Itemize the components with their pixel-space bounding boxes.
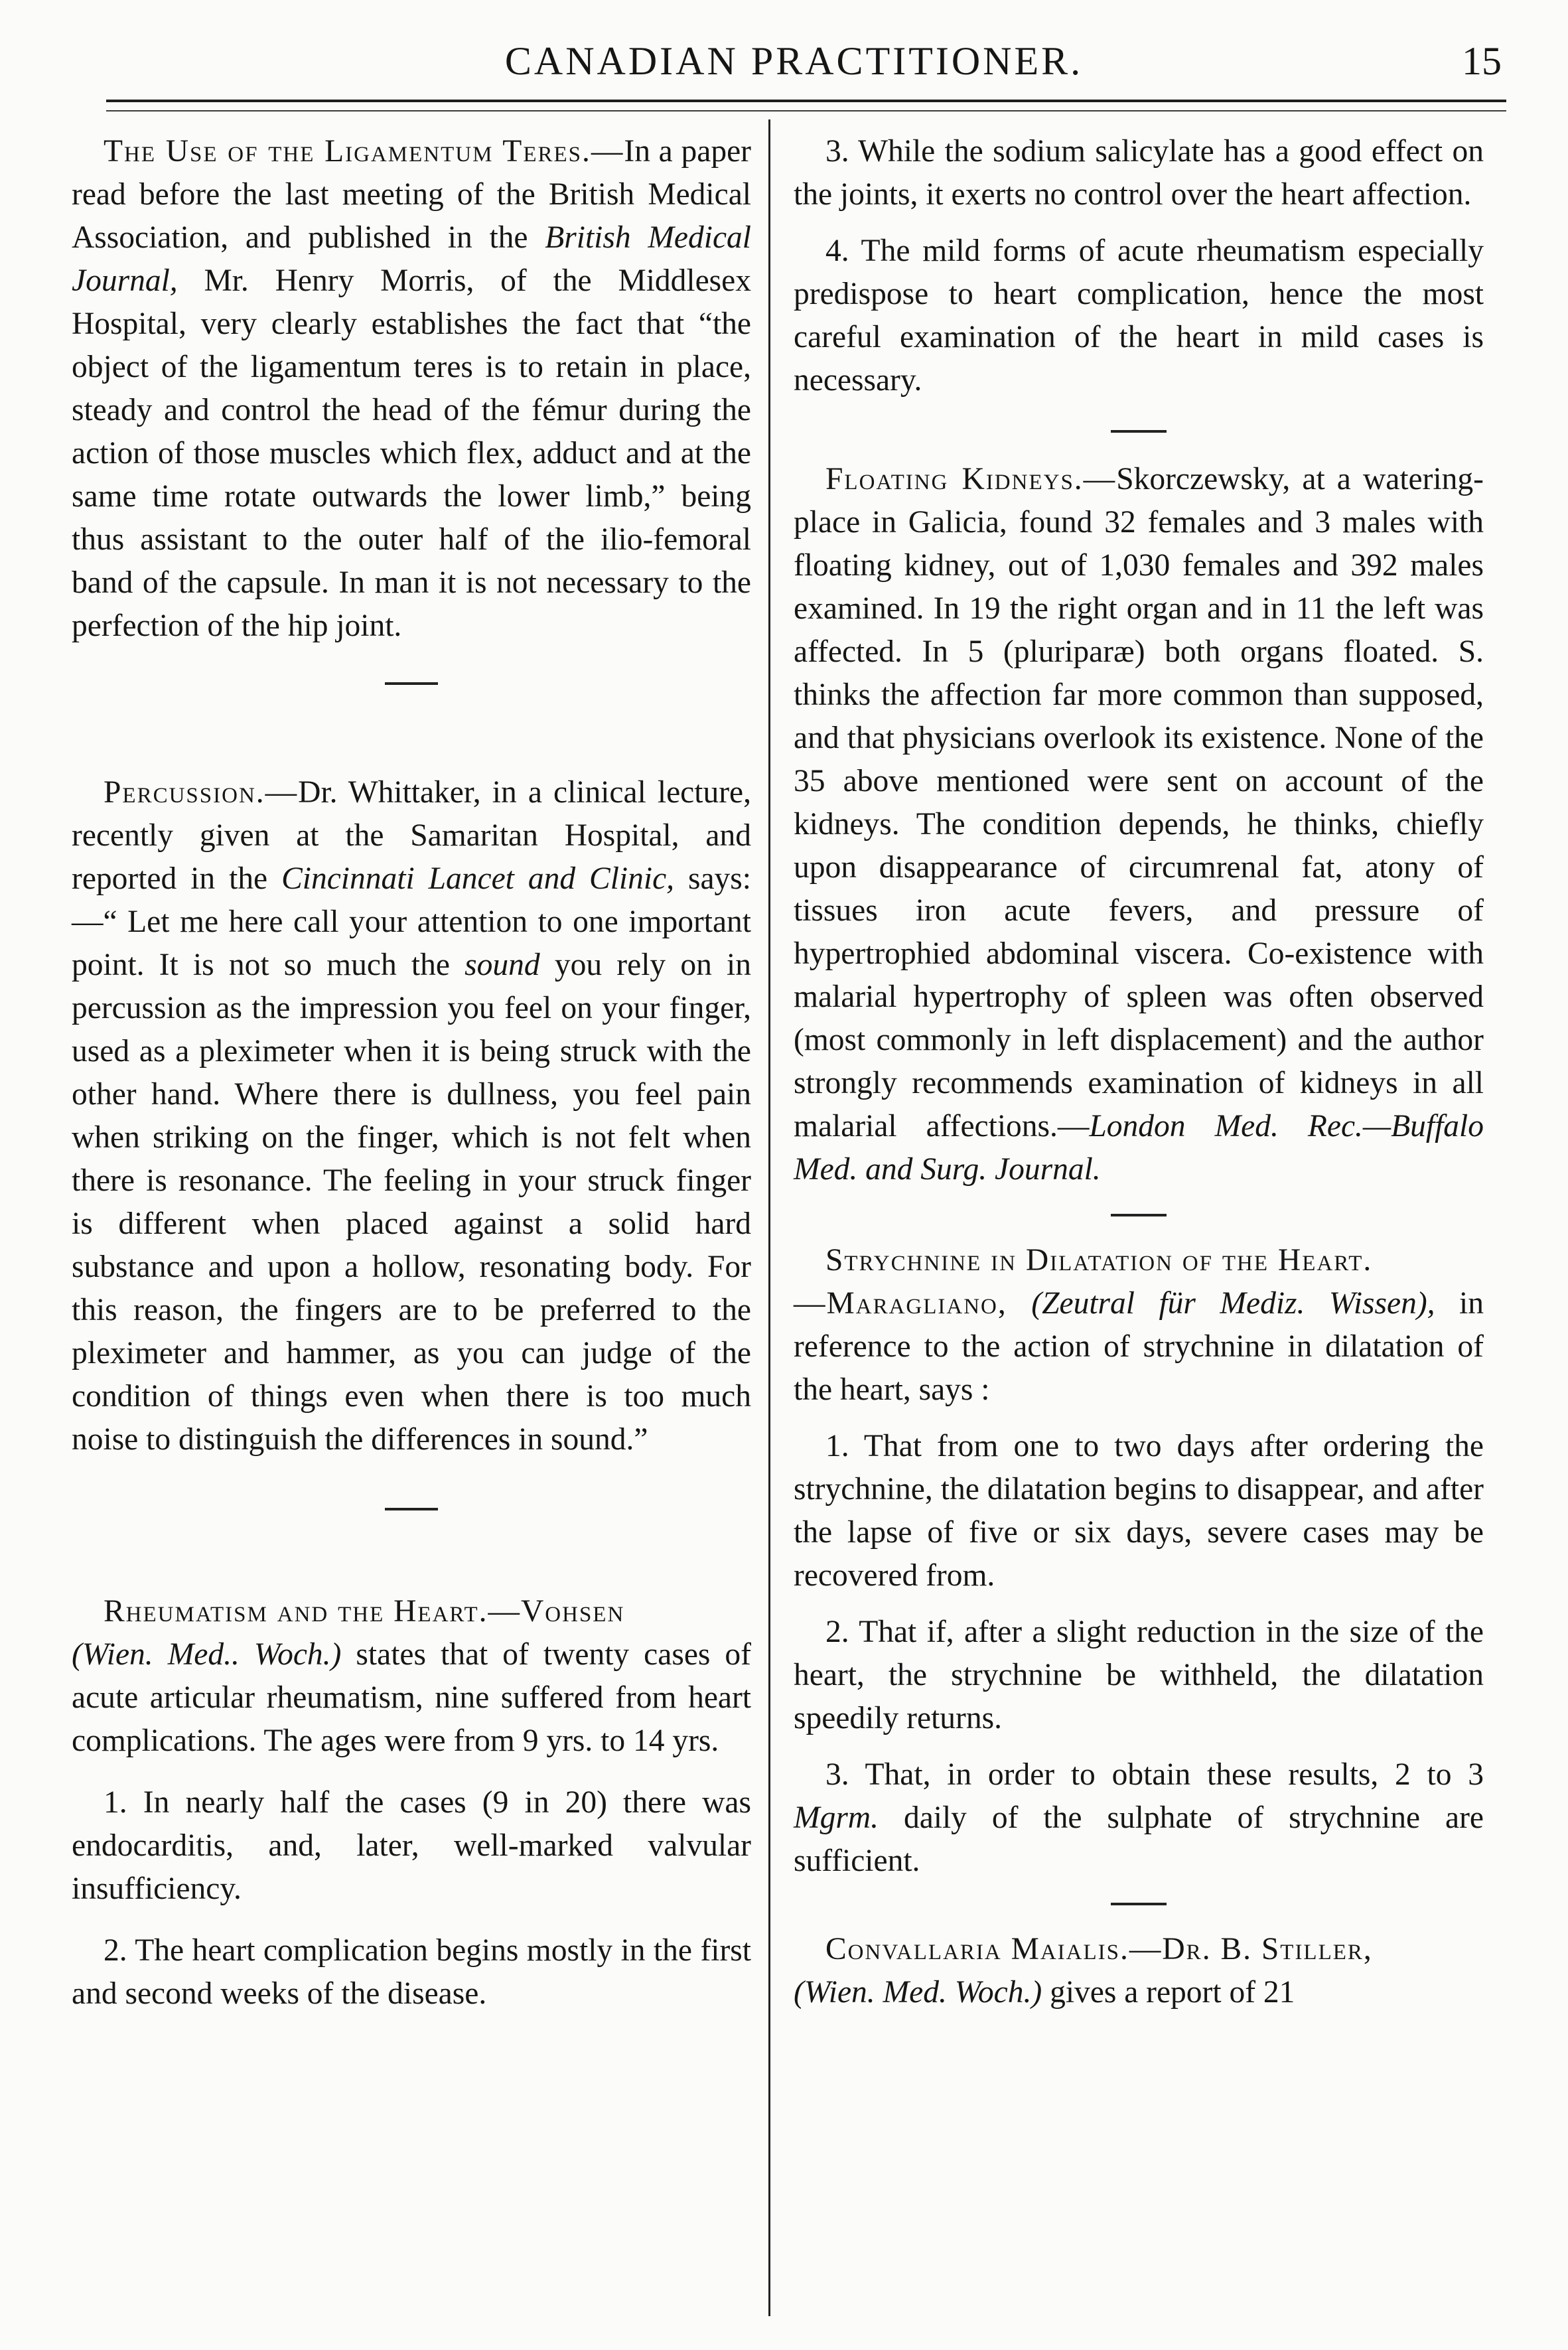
rheumatism-point-3: 3. While the sodium salicylate has a good effect on the joints, it exerts no control over the heart affection. — [794, 134, 1484, 212]
article-body: Dr. Whittaker, in a clinical lecture, recently given at the Samaritan Hospital, and reported in the — [72, 775, 751, 896]
unit-abbreviation: Mgrm. — [794, 1800, 879, 1835]
article-rheumatism — [72, 1590, 751, 1763]
article-convallaria — [794, 1928, 1484, 2014]
article-body: In a paper read before the last meeting of the British Medical Association, and published in the — [72, 134, 751, 255]
article-heading: The Use of the Ligamentum Teres.— — [104, 134, 624, 169]
article-body: daily of the sulphate of strychnine are sufficient. — [794, 1800, 1484, 1878]
article-body: gives a report of 21 — [1042, 1975, 1295, 2010]
rheumatism-point-2: 2. The heart complication begins mostly in the first and second weeks of the disease. — [72, 1933, 751, 2011]
page-number: 15 — [1462, 39, 1502, 83]
article-heading: Percussion.— — [104, 775, 299, 810]
section-separator — [1111, 1214, 1167, 1216]
left-column — [72, 130, 751, 2016]
header-rule-thin — [106, 110, 1506, 111]
article-body: says:—“ Let me here call your attention to one important point. It is not so much the — [72, 861, 751, 982]
running-title: CANADIAN PRACTITIONER. — [504, 39, 1084, 83]
section-separator — [1111, 1903, 1167, 1905]
journal-source: (Wien. Med.. Woch.) — [72, 1637, 342, 1672]
section-separator — [1111, 430, 1167, 433]
section-separator — [385, 682, 438, 685]
strychnine-point-2: 2. That if, after a slight reduction in the size of the heart, the strychnine be withheld, the dilatation speedily returns. — [794, 1615, 1484, 1735]
article-body: 3. That, in order to obtain these results, 2 to 3 — [825, 1757, 1484, 1792]
article-heading: Rheumatism and the Heart.—Vohsen — [104, 1594, 625, 1629]
emphasis-word: sound — [464, 948, 540, 982]
article-body: Skorczewsky, at a watering-place in Galicia, found 32 females and 3 males with floating kidney, out of 1,030 females and 392 males examined. In 19 the right organ and in 11 the left was affected. In 5 (pluriparæ) both organs floated. S. thinks the affection far more common than supposed, and that physicians overlook its existence. None of the 35 above mentioned were sent on account of the kidneys. The condition depends, he thinks, chiefly upon disappearance of circumrenal fat, atony of tissues iron acute fevers, and pressure of hypertrophied abdominal viscera. Co-existence with malarial hypertrophy of spleen was often observed (most commonly in left displacement) and the author strongly recommends examination of kidneys in all malarial affections.— — [794, 462, 1484, 1143]
rheumatism-point-4: 4. The mild forms of acute rheumatism especially predispose to heart complication, hence the most careful examination of the heart in mild cases is necessary. — [794, 234, 1484, 398]
article-heading: Convallaria Maialis.— — [825, 1932, 1163, 1966]
article-body: you rely on in percussion as the impression you feel on your finger, used as a pleximeter when it is being struck with the other hand. Where there is dullness, you feel pain when striking on the finger, which is not felt when there is resonance. The feeling in your struck finger is different when placed against a solid hard substance and upon a hollow, resonating body. For this reason, the fingers are to be preferred to the pleximeter and hammer, as you can judge of the condition of things even when there is too much noise to distinguish the differences in sound.” — [72, 948, 751, 1457]
article-author: Dr. B. Stiller, — [1162, 1932, 1373, 1966]
running-head — [60, 38, 1528, 92]
article-floating-kidneys — [794, 458, 1484, 1191]
article-heading: Strychnine in Dilatation of the Heart. — [825, 1243, 1373, 1278]
journal-source: (Wien. Med. Woch.) — [794, 1975, 1042, 2010]
article-body: Mr. Henry Morris, of the Middlesex Hospital, very clearly establishes the fact that “the object of the ligamentum teres is to retain in place, steady and control the head of the fémur during the action of those muscles which flex, adduct and at the same time rotate outwards the lower limb,” being thus assistant to the outer half of the ilio-femoral band of the capsule. In man it is not necessary to the perfection of the hip joint. — [72, 263, 751, 643]
journal-source: London Med. Rec.—Buffalo Med. and Surg. Journal. — [794, 1109, 1484, 1187]
journal-title: Cincinnati Lancet and Clinic, — [281, 861, 675, 896]
rheumatism-point-1: 1. In nearly half the cases (9 in 20) there was endocarditis, and, later, well-marked valvular insufficiency. — [72, 1785, 751, 1906]
strychnine-point-3 — [794, 1753, 1484, 1883]
article-ligamentum-teres — [72, 130, 751, 648]
right-column — [794, 130, 1484, 2014]
section-separator — [385, 1508, 438, 1510]
journal-title: British Medical Journal, — [72, 220, 751, 298]
article-author: —Maragliano, — [794, 1286, 1007, 1321]
article-heading: Floating Kidneys.— — [825, 462, 1117, 496]
journal-source: (Zeutral für Mediz. Wissen), — [1031, 1286, 1435, 1321]
article-body: in reference to the action of strychnine in dilatation of the heart, says : — [794, 1286, 1484, 1407]
column-divider — [768, 119, 770, 2316]
article-strychnine — [794, 1239, 1484, 1412]
header-rule — [106, 100, 1506, 102]
article-body: states that of twenty cases of acute articular rheumatism, nine suffered from heart complications. The ages were from 9 yrs. to 14 yrs. — [72, 1637, 752, 1758]
strychnine-point-1: 1. That from one to two days after ordering the strychnine, the dilatation begins to disappear, and after the lapse of five or six days, severe cases may be recovered from. — [794, 1429, 1484, 1593]
article-percussion — [72, 771, 751, 1461]
